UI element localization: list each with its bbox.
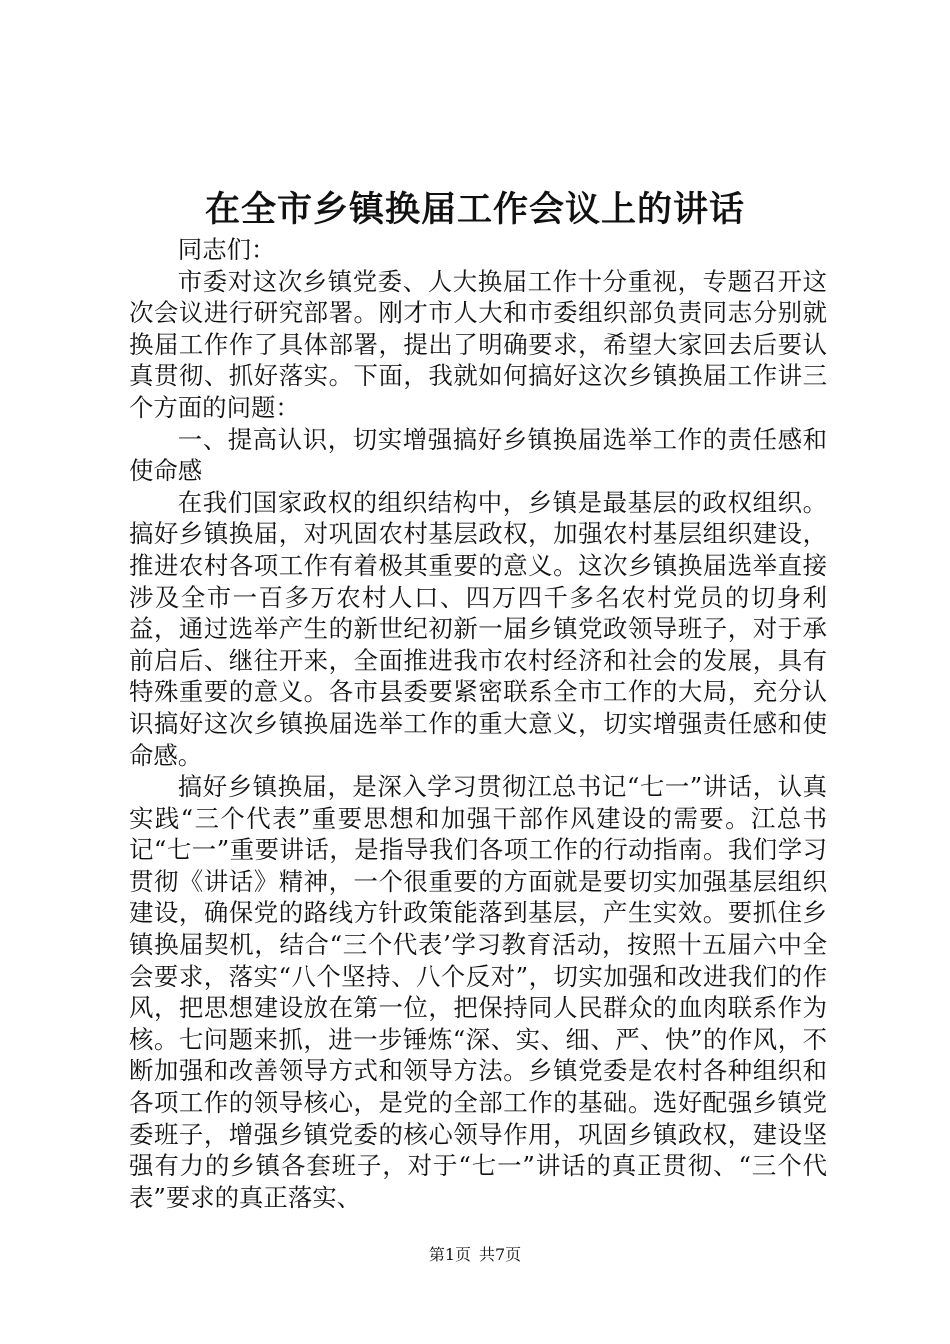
page-total: 共7页 <box>479 1245 522 1264</box>
salutation-paragraph: 同志们： <box>177 235 276 264</box>
body-paragraph: 搞好乡镇换届，是深入学习贯彻江总书记“七一”讲话，认真实践“三个代表”重要思想和加强干部作风建设的需要。江总书记“七一”重要讲话，是指导我们各项工作的行动指南。我们学习贯彻《讲话》精神，一个很重要的方面就是要切实加强基层组织建设，确保党的路线方针政策能落到基层，产生实效。要抓住乡镇换届契机，结合“三个代表’学习教育活动，按照十五届六中全会要求，落实“八个坚持、八个反对”，切实加强和改进我们的作风，把思想建设放在第一位，把保持同人民群众的血肉联系作为核。七问题来抓，进一步锤炼“深、实、细、严、快”的作风，不断加强和改善领导方式和领导方法。乡镇党委是农村各种组织和各项工作的领导核心，是党的全部工作的基础。选好配强乡镇党委班子，增强乡镇党委的核心领导作用，巩固乡镇政权，建设坚强有力的乡镇各套班子，对于“七一”讲话的真正贯彻、“三个代表”要求的真正落实、 <box>129 772 827 1212</box>
intro-paragraph: 市委对这次乡镇党委、人大换届工作十分重视，专题召开这次会议进行研究部署。刚才市人大和市委组织部负责同志分别就换届工作作了具体部署，提出了明确要求，希望大家回去后要认真贯彻、抓好落实。下面，我就如何搞好这次乡镇换届工作讲三个方面的问题： <box>129 266 827 422</box>
page-number: 第1页 <box>428 1245 471 1264</box>
page-footer <box>0 1244 950 1266</box>
document-body <box>129 234 827 1213</box>
body-paragraph: 在我们国家政权的组织结构中，乡镇是最基层的政权组织。搞好乡镇换届，对巩固农村基层政权，加强农村基层组织建设，推进农村各项工作有着极其重要的意义。这次乡镇换届选举直接涉及全市一百多万农村人口、四万四千多名农村党员的切身利益，通过选举产生的新世纪初新一届乡镇党政领导班子，对于承前启后、继往开来，全面推进我市农村经济和社会的发展，具有特殊重要的意义。各市县委要紧密联系全市工作的大局，充分认识搞好这次乡镇换届选举工作的重大意义，切实增强责任感和使命感。 <box>129 487 827 770</box>
document-title: 在全市乡镇换届工作会议上的讲话 <box>204 189 745 230</box>
section-heading: 一、提高认识，切实增强搞好乡镇换届选举工作的责任感和使命感 <box>129 424 827 486</box>
